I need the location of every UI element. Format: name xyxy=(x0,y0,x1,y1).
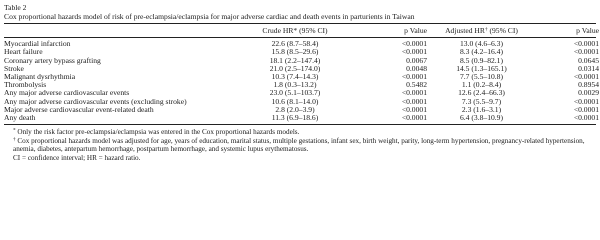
cell-crude-p: <0.0001 xyxy=(401,47,427,57)
footnotes xyxy=(4,128,596,162)
cell-crude-p: <0.0001 xyxy=(401,113,427,123)
cell-crude-hr: 18.1 (2.2–147.4) xyxy=(269,55,321,65)
cell-outcome: Heart failure xyxy=(4,47,43,57)
header-adjusted-hr xyxy=(430,24,533,37)
cell-crude-hr: 11.3 (6.9–18.6) xyxy=(271,113,319,123)
cell-crude-hr: 15.8 (8.5–29.6) xyxy=(271,47,319,57)
header-blank xyxy=(4,24,247,37)
cell-outcome: Thrombolysis xyxy=(4,80,47,90)
cell-adjusted-hr: 12.6 (2.4–66.3) xyxy=(458,88,505,98)
cell-crude-hr: 10.6 (8.1–14.0) xyxy=(271,96,319,106)
header-crude-hr-text: Crude HR xyxy=(262,26,294,35)
table-header xyxy=(4,24,599,38)
footnote-star-text: Only the risk factor pre-eclampsia/eclampsia was entered in the Cox proportional hazards models. xyxy=(15,128,300,137)
cell-crude-hr: 21.0 (2.5–174.0) xyxy=(269,63,321,73)
cell-crude-p: <0.0001 xyxy=(401,104,427,114)
results-table xyxy=(4,24,599,124)
cell-adjusted-hr: 7.7 (5.5–10.8) xyxy=(459,72,504,82)
cell-adjusted-p: 0.0645 xyxy=(578,55,599,65)
header-crude-hr xyxy=(247,24,343,37)
cell-crude-hr: 2.8 (2.0–3.9) xyxy=(275,104,315,114)
cell-crude-hr: 1.8 (0.3–13.2) xyxy=(273,80,317,90)
cell-outcome: Malignant dysrhythmia xyxy=(4,72,76,82)
table-body xyxy=(4,38,599,124)
cell-adjusted-hr: 6.4 (3.8–10.9) xyxy=(459,113,504,123)
cell-adjusted-p: <0.0001 xyxy=(573,72,599,82)
cell-outcome: Any death xyxy=(4,113,36,123)
cell-adjusted-hr: 13.0 (4.6–6.3) xyxy=(459,39,504,49)
cell-adjusted-hr: 14.5 (1.3–165.1) xyxy=(456,63,507,73)
cell-crude-hr: 23.0 (5.1–103.7) xyxy=(269,88,321,98)
cell-adjusted-hr: 2.3 (1.6–3.1) xyxy=(461,104,502,114)
cell-outcome: Any major adverse cardiovascular events (excluding stroke) xyxy=(4,96,187,106)
footnote-dagger-mark: † xyxy=(13,136,16,143)
cell-crude-hr: 22.6 (8.7–58.4) xyxy=(271,39,319,49)
bottom-rule xyxy=(4,124,596,125)
footnote-dagger xyxy=(4,137,596,154)
header-adj-mark: † xyxy=(484,26,488,33)
header-adj-hr-text: Adjusted HR xyxy=(445,26,485,35)
header-crude-p: p Value xyxy=(404,26,427,35)
cell-adjusted-p: 0.0029 xyxy=(578,88,599,98)
header-adj-ci: (95% CI) xyxy=(487,26,518,35)
table-label: Table 2 xyxy=(4,3,27,12)
header-crude-mark: * xyxy=(293,26,298,35)
cell-adjusted-p: <0.0001 xyxy=(573,104,599,114)
cell-outcome: Stroke xyxy=(4,63,24,73)
cell-crude-p: <0.0001 xyxy=(401,88,427,98)
footnote-dagger-text: Cox proportional hazards model was adjusted for age, years of education, marital status, multiple gestations, infant sex, birth weight, parity, long-term hypertension, pregnancy-related hypertension, anemia, diabetes, antepartum hemorrhage, postpartum hemorrhage, and systemic lupus erythematosus. xyxy=(13,136,585,154)
header-adjusted-p: p Value xyxy=(576,26,599,35)
cell-adjusted-hr: 8.3 (4.2–16.4) xyxy=(459,47,504,57)
footnote-star-mark: * xyxy=(13,127,16,134)
footnote-abbreviations: CI = confidence interval; HR = hazard ratio. xyxy=(13,154,141,163)
header-row xyxy=(4,24,599,37)
cell-adjusted-hr: 8.5 (0.9–82.1) xyxy=(459,55,504,65)
cell-outcome: Myocardial infarction xyxy=(4,39,71,49)
table-container xyxy=(4,3,599,163)
cell-outcome: Coronary artery bypass grafting xyxy=(4,55,101,65)
footnote-star xyxy=(4,128,596,137)
cell-crude-p: 0.0067 xyxy=(406,55,427,65)
cell-adjusted-p: <0.0001 xyxy=(573,96,599,106)
cell-outcome: Any major adverse cardiovascular events xyxy=(4,88,130,98)
cell-adjusted-hr: 1.1 (0.2–8.4) xyxy=(461,80,502,90)
cell-crude-p: <0.0001 xyxy=(401,39,427,49)
cell-adjusted-p: 0.0314 xyxy=(578,63,599,73)
cell-outcome: Major adverse cardiovascular event-related death xyxy=(4,104,154,114)
table-caption: Cox proportional hazards model of risk of pre-eclampsia/eclampsia for major adverse cardiac and death events in parturients in Taiwan xyxy=(4,12,415,21)
cell-adjusted-p: <0.0001 xyxy=(573,39,599,49)
cell-crude-p: 0.5482 xyxy=(406,80,427,90)
cell-adjusted-p: <0.0001 xyxy=(573,47,599,57)
header-crude-ci: (95% CI) xyxy=(297,26,328,35)
cell-crude-p: 0.0048 xyxy=(406,63,427,73)
cell-adjusted-p: 0.8954 xyxy=(578,80,599,90)
cell-adjusted-p: <0.0001 xyxy=(573,113,599,123)
cell-crude-p: <0.0001 xyxy=(401,72,427,82)
cell-crude-p: <0.0001 xyxy=(401,96,427,106)
cell-adjusted-hr: 7.3 (5.5–9.7) xyxy=(461,96,502,106)
table-row xyxy=(4,114,599,124)
cell-crude-hr: 10.3 (7.4–14.3) xyxy=(271,72,319,82)
